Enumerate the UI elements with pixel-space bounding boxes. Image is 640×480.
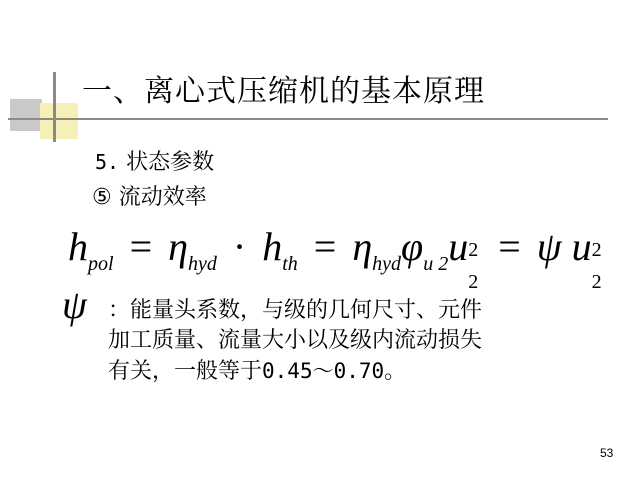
description-line-3 [108, 356, 578, 387]
eq-h-th: h [262, 224, 283, 269]
page-number: 53 [600, 446, 614, 460]
eq-supsub-1 [468, 231, 482, 293]
title-underline [8, 118, 608, 120]
eq-eta-1: η [168, 224, 188, 269]
section-label: 状态参数 [126, 150, 215, 175]
eq-sup-2: 2 [591, 238, 602, 261]
description-line-1: ：能量头系数，与级的几何尺寸、元件 [108, 298, 483, 323]
decor-vertical-line [53, 72, 56, 142]
section-number: 5. [95, 150, 120, 174]
eq-eta-2: η [352, 224, 373, 269]
eq-equals-3: = [498, 224, 521, 269]
eq-dot: · [232, 224, 247, 269]
eq-sub-1: 2 [468, 270, 479, 293]
description-line-3-text: 有关，一般等于 [108, 359, 263, 384]
description-range: 0.45～0.70 [262, 359, 385, 383]
eq-equals-1: = [129, 224, 153, 269]
slide-title: 一、离心式压缩机的基本原理 [82, 74, 485, 109]
psi-description [108, 296, 578, 387]
eq-equals-2: = [313, 224, 337, 269]
eq-u-1: u [448, 224, 469, 269]
item-label: 流动效率 [118, 185, 207, 210]
eq-sup-1: 2 [468, 238, 479, 261]
eq-th: th [282, 253, 298, 275]
eq-psi: ψ [536, 224, 562, 269]
eq-sub-2: 2 [591, 270, 602, 293]
eq-pol: pol [88, 253, 114, 275]
eq-supsub-2 [591, 231, 606, 293]
eq-u-2: u [571, 224, 592, 269]
eq-hyd-1: hyd [187, 253, 217, 275]
eq-h: h [68, 224, 88, 269]
item-marker: ⑤ [92, 185, 112, 210]
decor-yellow-square [40, 103, 78, 139]
description-line-3-end: 。 [384, 359, 407, 384]
efficiency-equation [68, 222, 606, 293]
eq-u2-sub: u 2 [423, 253, 449, 275]
eq-hyd-2: hyd [372, 253, 402, 275]
section-heading [95, 147, 214, 178]
decor-gray-square [10, 99, 42, 131]
psi-symbol: ψ [62, 282, 87, 327]
eq-phi: φ [401, 224, 424, 269]
description-line-2: 加工质量、流量大小以及级内流动损失 [108, 328, 483, 353]
item-heading [92, 183, 207, 213]
